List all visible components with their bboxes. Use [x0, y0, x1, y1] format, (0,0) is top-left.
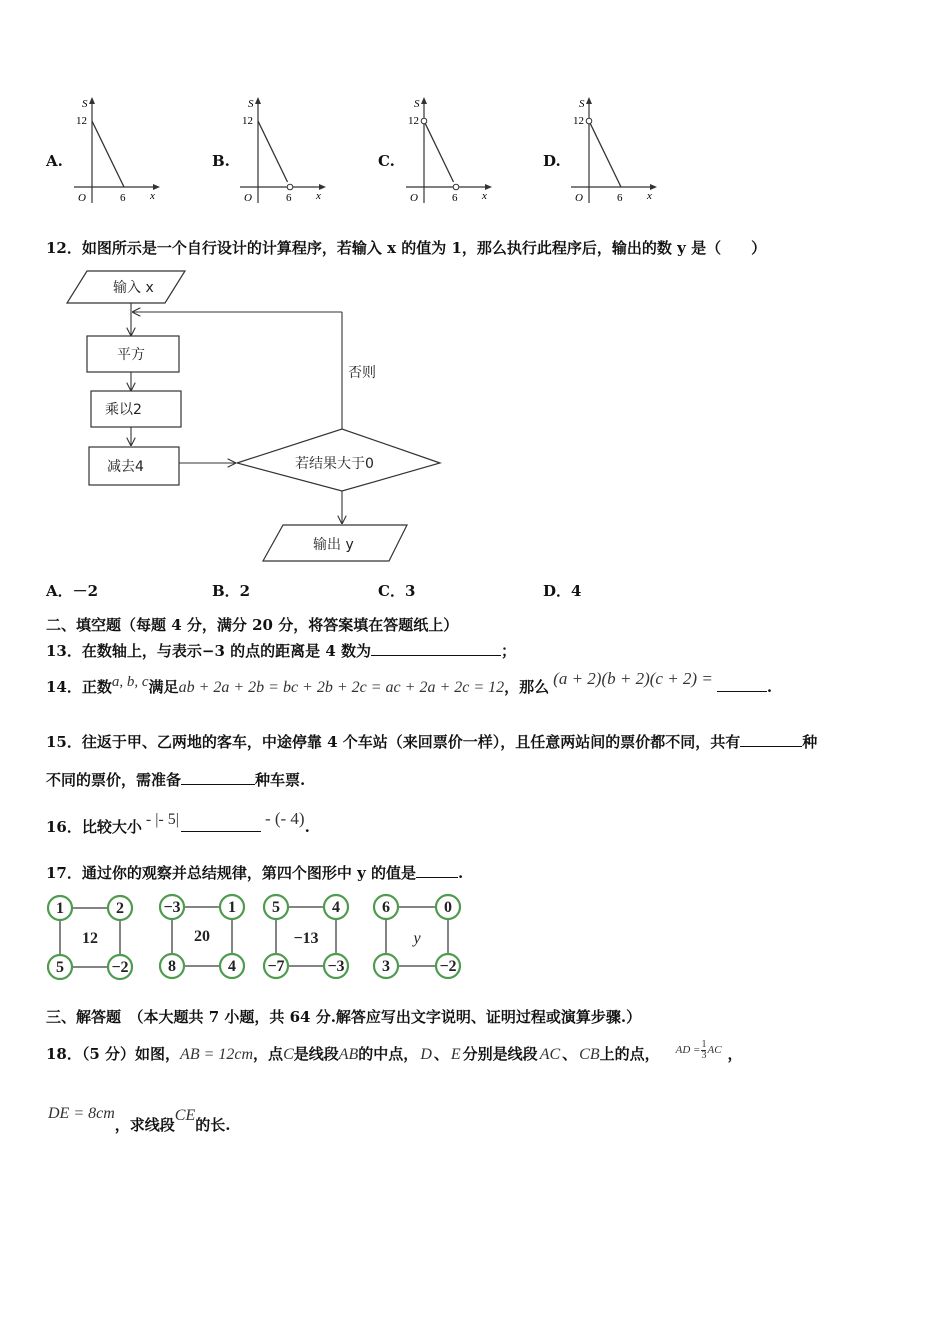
- open-endpoint-x: [287, 184, 293, 190]
- q12-stem: 12．如图所示是一个自行设计的计算程序，若输入 x 的值为 1，那么执行此程序后，输出的数 y 是（ ）: [46, 239, 767, 257]
- q17-figures: [40, 890, 470, 985]
- else-label: 否则: [348, 365, 376, 381]
- svg-text:S: S: [414, 98, 420, 110]
- svg-text:6: 6: [286, 192, 292, 204]
- q11-option-d-label: D.: [543, 152, 561, 170]
- fig4-center: y: [413, 930, 421, 947]
- q12-options: [0, 580, 950, 600]
- fig3-br: −3: [327, 958, 345, 975]
- q17-answer-blank[interactable]: [416, 877, 458, 878]
- svg-text:x: x: [482, 190, 487, 202]
- svg-text:12: 12: [573, 115, 584, 127]
- fig3-center: −13: [293, 930, 319, 947]
- svg-text:O: O: [244, 192, 252, 204]
- decision-label: 若结果大于0: [295, 456, 374, 472]
- fig1-center: 12: [82, 930, 98, 947]
- q14: 14．正数a, b, c满足ab + 2a + 2b = bc + 2b + 2c = ac + 2a + 2c = 12，那么 (a + 2)(b + 2)(c + 2) = .: [46, 669, 773, 696]
- q15-line2: 不同的票价，需准备 种车票.: [46, 771, 306, 789]
- input-label: 输入 x: [113, 280, 154, 296]
- output-label: 输出 y: [313, 537, 354, 553]
- q11-option-c-label: C.: [378, 152, 395, 170]
- q18-line2: DE = 8cm，求线段CE的长.: [48, 1105, 231, 1134]
- open-endpoint-x: [453, 184, 459, 190]
- origin-label: O: [78, 192, 86, 204]
- q12-option-d: D．4: [543, 582, 582, 600]
- multiply-label: 乘以2: [105, 402, 142, 418]
- fig1-tl: 1: [56, 900, 64, 917]
- q14-answer-blank[interactable]: [717, 691, 767, 692]
- q16-answer-blank[interactable]: [181, 831, 261, 832]
- x-tick-label: 6: [120, 192, 126, 204]
- q13-text: 13．在数轴上，与表示−3 的点的距离是 4 数为: [46, 642, 371, 660]
- open-endpoint-y: [586, 118, 592, 124]
- q12-flowchart: [55, 265, 455, 575]
- fig3-bl: −7: [267, 958, 285, 975]
- q18-ad-formula: AD = 1 3 AC: [675, 1038, 722, 1061]
- svg-text:S: S: [579, 98, 585, 110]
- section2-heading: 二、填空题（每题 4 分，满分 20 分，将答案填在答题纸上）: [46, 616, 459, 634]
- q16: 16．比较大小 - |- 5| - (- 4).: [46, 809, 310, 836]
- svg-text:x: x: [316, 190, 321, 202]
- fig4-bl: 3: [382, 958, 390, 975]
- q11-graph-b: [236, 95, 331, 207]
- y-tick-label: 12: [76, 115, 87, 127]
- fig1-bl: 5: [56, 959, 64, 976]
- fig2-tl: −3: [163, 899, 181, 916]
- section3-heading: 三、解答题 （本大题共 7 小题，共 64 分.解答应写出文字说明、证明过程或演算步骤.）: [46, 1008, 642, 1026]
- square-label: 平方: [117, 347, 145, 363]
- x-axis-label: x: [150, 190, 155, 202]
- svg-text:x: x: [647, 190, 652, 202]
- fig2-tr: 1: [228, 899, 236, 916]
- q12-option-a: A．－2: [46, 582, 99, 600]
- svg-text:12: 12: [408, 115, 419, 127]
- fig1-br: −2: [111, 959, 129, 976]
- q11-option-b-label: B.: [212, 152, 230, 170]
- q15-line1: 15．往返于甲、乙两地的客车，中途停靠 4 个车站（来回票价一样），且任意两站间的票价都不同，共有 种: [46, 733, 818, 751]
- svg-text:S: S: [248, 98, 254, 110]
- fig3-tr: 4: [332, 899, 340, 916]
- q11-options: [0, 90, 950, 210]
- q14-vars: a, b, c: [111, 674, 149, 690]
- svg-text:O: O: [575, 192, 583, 204]
- q17-text: 17．通过你的观察并总结规律，第四个图形中 y 的值是: [46, 864, 417, 882]
- fig2-bl: 8: [168, 958, 176, 975]
- fig4-br: −2: [439, 958, 457, 975]
- q16-right-expr: - (- 4): [264, 809, 305, 828]
- fig3-tl: 5: [272, 899, 280, 916]
- q15-blank-2[interactable]: [181, 784, 255, 785]
- q11-graph-d: [567, 95, 662, 207]
- y-axis-label: S: [82, 98, 88, 110]
- q15-blank-1[interactable]: [740, 746, 802, 747]
- fig2-center: 20: [194, 928, 210, 945]
- q11-option-a-label: A.: [46, 152, 63, 170]
- fig4-tr: 0: [444, 899, 452, 916]
- subtract-label: 减去4: [107, 459, 144, 475]
- fig1-tr: 2: [116, 900, 124, 917]
- fig4-tl: 6: [382, 899, 390, 916]
- q17: 17．通过你的观察并总结规律，第四个图形中 y 的值是 .: [46, 864, 464, 882]
- svg-text:O: O: [410, 192, 418, 204]
- q14-equation: ab + 2a + 2b = bc + 2b + 2c = ac + 2a + 2c = 12: [178, 679, 505, 696]
- q13-answer-blank[interactable]: [371, 655, 501, 656]
- open-endpoint-y: [421, 118, 427, 124]
- svg-text:12: 12: [242, 115, 253, 127]
- svg-text:6: 6: [452, 192, 458, 204]
- q18-line1: 18．（5 分）如图，AB = 12cm，点C是线段AB的中点， D 、 E 分别是线段 AC 、 CB上的点， $^{AD = \frac{1}{3} AC}$ ，: [46, 1038, 743, 1063]
- q12-option-c: C．3: [378, 582, 416, 600]
- q12-option-b: B．2: [212, 582, 251, 600]
- q11-graph-c: [402, 95, 497, 207]
- q14-expression: (a + 2)(b + 2)(c + 2) =: [553, 669, 713, 688]
- q16-left-expr: - |- 5|: [145, 811, 179, 828]
- q13: 13．在数轴上，与表示−3 的点的距离是 4 数为 ；: [46, 642, 517, 660]
- q11-graph-a: [70, 95, 165, 207]
- fig2-br: 4: [228, 958, 236, 975]
- svg-text:6: 6: [617, 192, 623, 204]
